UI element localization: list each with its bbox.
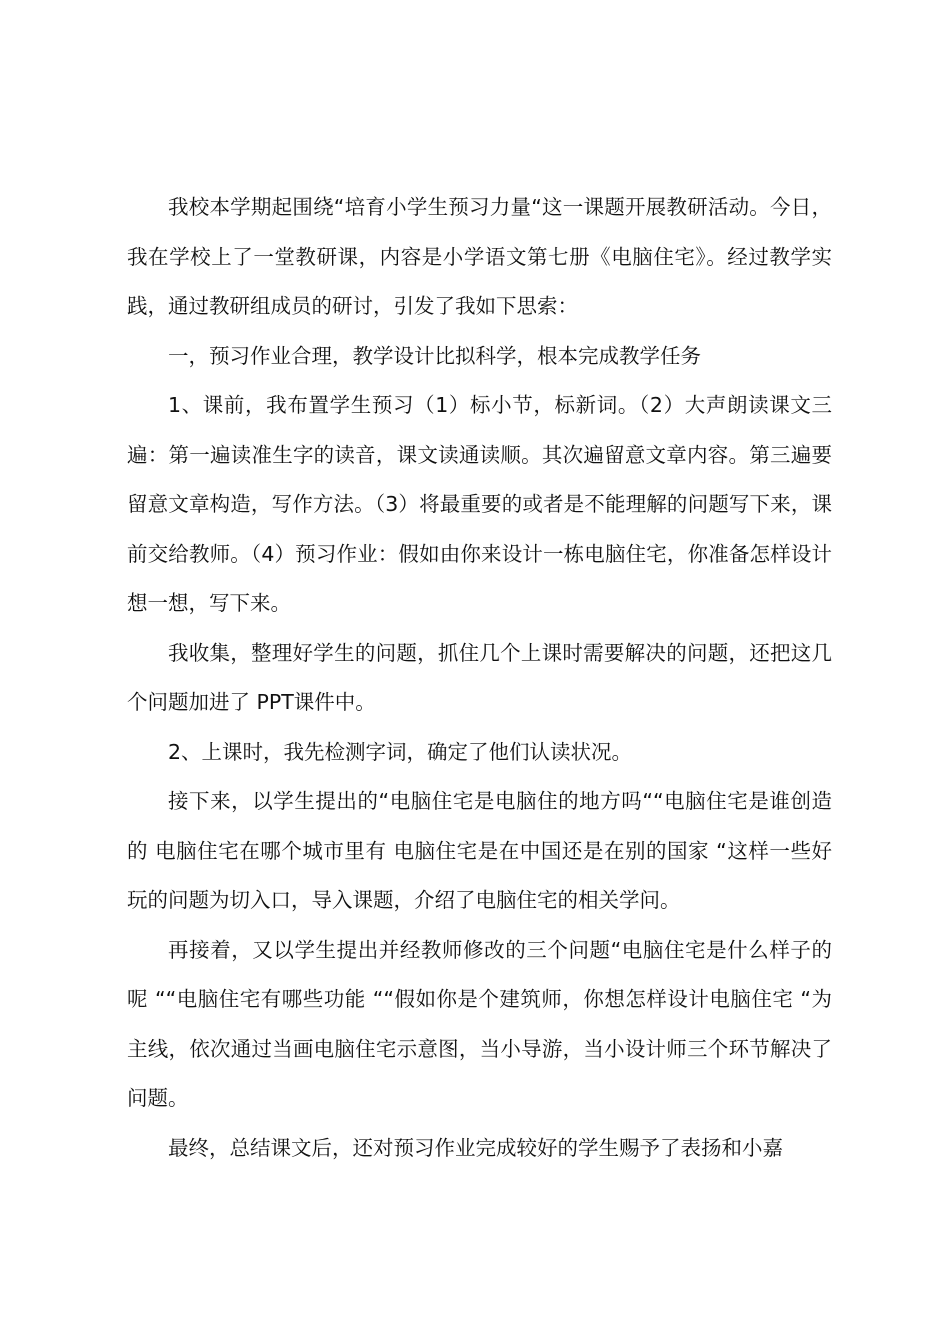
paragraph-main-questions: 再接着，又以学生提出并经教师修改的三个问题“电脑住宅是什么样子的呢 ““电脑住宅有哪些功能 ““假如你是个建筑师，你想怎样设计电脑住宅 “为主线，依次通过当画电脑住宅示意图，当小导游，当小设计师三个环节解决了问题。: [127, 937, 832, 1110]
paragraph-collect-questions: 我收集，整理好学生的问题，抓住几个上课时需要解决的问题，还把这几个问题加进了 PPT课件中。: [127, 640, 832, 714]
section-heading-1: 一，预习作业合理，教学设计比拟科学，根本完成教学任务: [168, 343, 701, 368]
paragraph-conclusion: 最终，总结课文后，还对预习作业完成较好的学生赐予了表扬和小嘉: [168, 1135, 783, 1160]
document-body: [127, 183, 832, 1173]
paragraph-intro: 我校本学期起围绕“培育小学生预习力量“这一课题开展教研活动。今日，我在学校上了一堂教研课，内容是小学语文第七册《电脑住宅》。经过教学实践，通过教研组成员的研讨，引发了我如下思索：: [127, 195, 832, 318]
paragraph-class-check: 2、上课时，我先检测字词，确定了他们认读状况。: [168, 739, 633, 764]
paragraph-lead-in: 接下来，以学生提出的“电脑住宅是电脑住的地方吗““电脑住宅是谁创造的 电脑住宅在哪个城市里有 电脑住宅是在中国还是在别的国家 “这样一些好玩的问题为切入口，导入课题，介绍了电脑住宅的相关学问。: [127, 789, 832, 912]
paragraph-preview-tasks: 1、课前，我布置学生预习（1）标小节，标新词。（2）大声朗读课文三遍：第一遍读准生字的读音，课文读通读顺。其次遍留意文章内容。第三遍要留意文章构造，写作方法。（3）将最重要的或者是不能理解的问题写下来，课前交给教师。（4）预习作业：假如由你来设计一栋电脑住宅，你准备怎样设计 想一想，写下来。: [127, 393, 832, 615]
